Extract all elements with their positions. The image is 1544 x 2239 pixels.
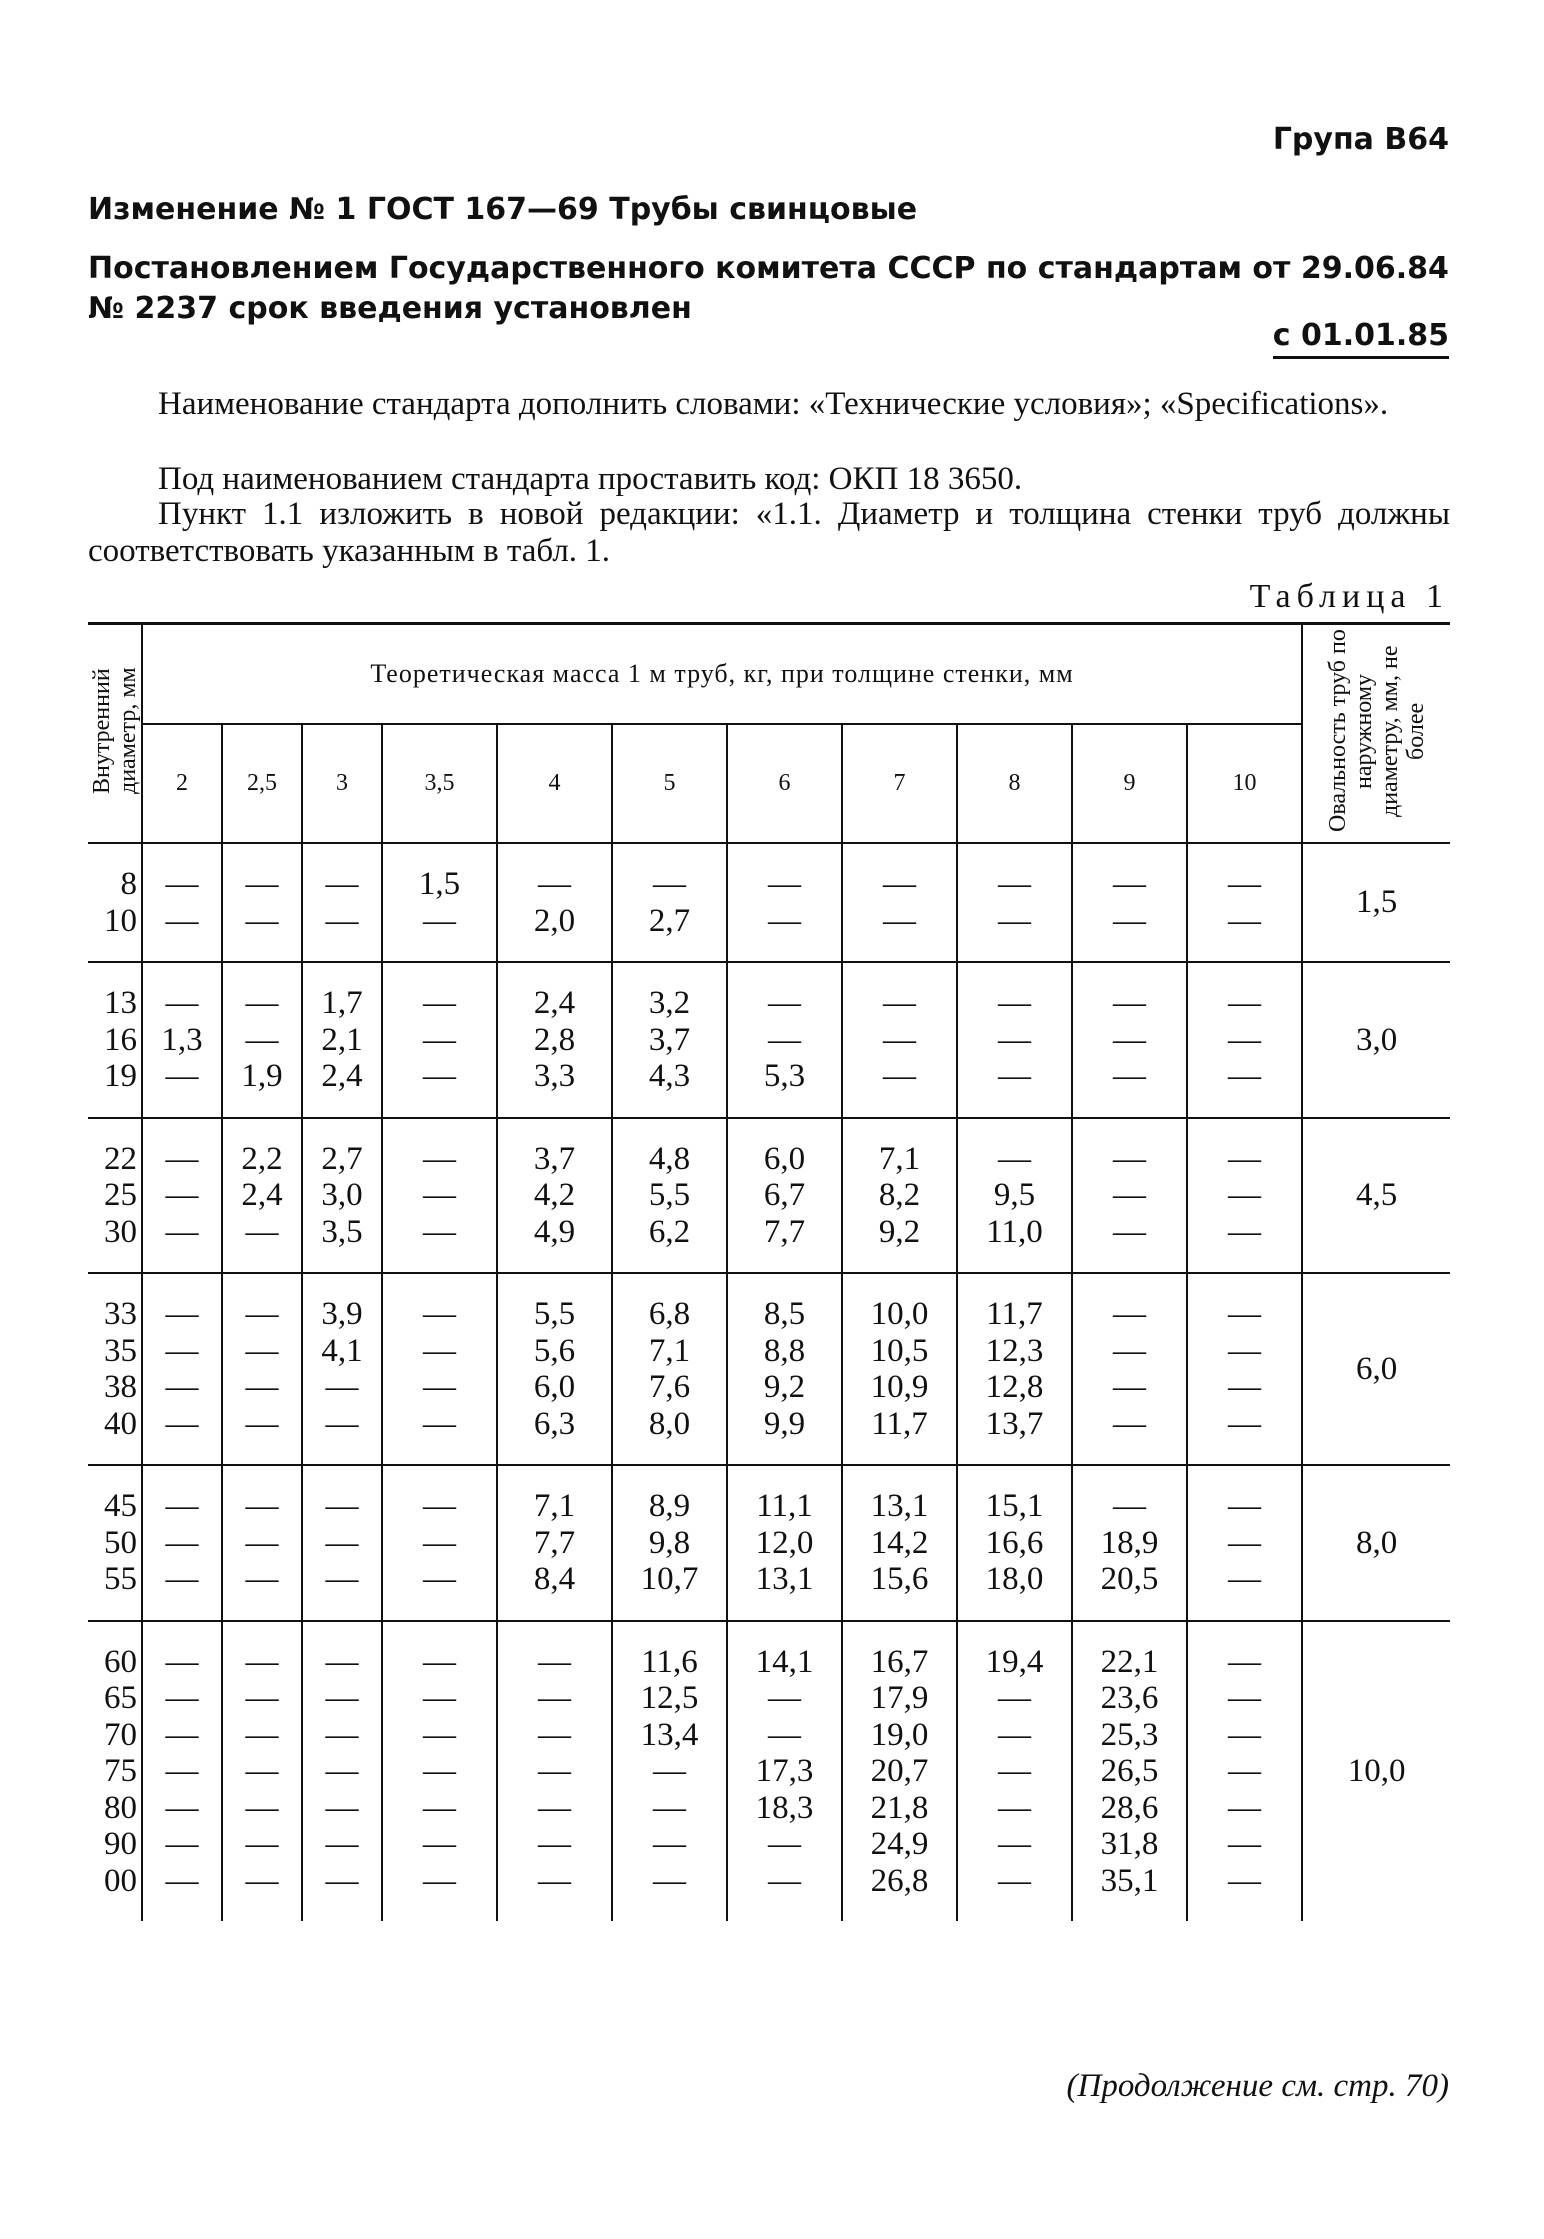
- mass-cell: 4,8 5,5 6,2: [612, 1118, 727, 1274]
- mass-cell: — — — — — — —: [1187, 1621, 1302, 1922]
- mass-cell: — — —: [302, 1465, 382, 1621]
- header-ovality: Овальность труб по наружному диаметру, мм, не более: [1302, 624, 1450, 844]
- mass-cell: — — —: [382, 1465, 497, 1621]
- ovality-cell: 6,0: [1302, 1273, 1450, 1465]
- thickness-header: 5: [612, 724, 727, 843]
- mass-cell: — — — — — — —: [302, 1621, 382, 1922]
- mass-cell: 2,7 3,0 3,5: [302, 1118, 382, 1274]
- mass-cell: 1,7 2,1 2,4: [302, 962, 382, 1118]
- mass-cell: 15,1 16,6 18,0: [957, 1465, 1072, 1621]
- mass-cell: 8,9 9,8 10,7: [612, 1465, 727, 1621]
- diameter-group-row: [88, 1621, 1450, 1922]
- mass-cell: — — —: [1187, 1118, 1302, 1274]
- diameter-group-row: [88, 962, 1450, 1118]
- mass-cell: — — —: [1072, 1118, 1187, 1274]
- ovality-cell: 8,0: [1302, 1465, 1450, 1621]
- mass-cell: — 2,7: [612, 843, 727, 962]
- amendment-title: Изменение № 1 ГОСТ 167—69 Трубы свинцовые: [88, 192, 918, 227]
- inner-diameter-cell: 45 50 55: [88, 1465, 142, 1621]
- mass-cell: — — —: [382, 1118, 497, 1274]
- mass-cell: — — —: [1072, 962, 1187, 1118]
- paragraph-title-addition: Наименование стандарта дополнить словами: «Технические условия»; «Specifications».: [158, 386, 1389, 422]
- paragraph-clause-1-1: Пункт 1.1 изложить в новой редакции: «1.1. Диаметр и толщина стенки труб должны соответствовать указанным в табл. 1.: [88, 496, 1450, 569]
- wall-thickness-row: [88, 724, 1450, 843]
- mass-cell: — — —: [142, 1118, 222, 1274]
- effective-date: с 01.01.85: [1273, 318, 1449, 359]
- ovality-cell: 1,5: [1302, 843, 1450, 962]
- mass-cell: — —: [957, 843, 1072, 962]
- ovality-cell: 10,0: [1302, 1621, 1450, 1922]
- mass-cell: 10,0 10,5 10,9 11,7: [842, 1273, 957, 1465]
- inner-diameter-cell: 8 10: [88, 843, 142, 962]
- inner-diameter-cell: 13 16 19: [88, 962, 142, 1118]
- thickness-header: 2,5: [222, 724, 302, 843]
- ovality-cell: 4,5: [1302, 1118, 1450, 1274]
- mass-cell: — — —: [842, 962, 957, 1118]
- mass-cell: 14,1 — — 17,3 18,3 — —: [727, 1621, 842, 1922]
- mass-cell: 1,5 —: [382, 843, 497, 962]
- mass-cell: 6,0 6,7 7,7: [727, 1118, 842, 1274]
- diameter-group-row: [88, 1465, 1450, 1621]
- header-inner-diameter: Внутренний диаметр, мм: [88, 624, 142, 844]
- mass-cell: — — — — — — —: [142, 1621, 222, 1922]
- mass-cell: — — —: [142, 1465, 222, 1621]
- mass-cell: — 9,5 11,0: [957, 1118, 1072, 1274]
- mass-cell: 19,4 — — — — — —: [957, 1621, 1072, 1922]
- mass-cell: — — — — — — —: [222, 1621, 302, 1922]
- mass-cell: — — — —: [1072, 1273, 1187, 1465]
- mass-cell: — — —: [222, 1465, 302, 1621]
- mass-cell: 2,2 2,4 —: [222, 1118, 302, 1274]
- decree-line-1: Постановлением Государственного комитета СССР по стандартам от 29.06.84: [88, 251, 1449, 286]
- mass-cell: — —: [842, 843, 957, 962]
- mass-cell: — 2,0: [497, 843, 612, 962]
- mass-cell: — — — —: [222, 1273, 302, 1465]
- mass-cell: 3,9 4,1 — —: [302, 1273, 382, 1465]
- mass-cell: 7,1 8,2 9,2: [842, 1118, 957, 1274]
- thickness-header: 2: [142, 724, 222, 843]
- group-label: Група В64: [1272, 122, 1449, 157]
- mass-cell: 11,7 12,3 12,8 13,7: [957, 1273, 1072, 1465]
- mass-cell: 11,1 12,0 13,1: [727, 1465, 842, 1621]
- mass-cell: 6,8 7,1 7,6 8,0: [612, 1273, 727, 1465]
- mass-cell: — — 1,9: [222, 962, 302, 1118]
- mass-cell: — —: [302, 843, 382, 962]
- inner-diameter-cell: 60 65 70 75 80 90 00: [88, 1621, 142, 1922]
- thickness-header: 8: [957, 724, 1072, 843]
- diameter-group-row: [88, 1118, 1450, 1274]
- mass-cell: — —: [142, 843, 222, 962]
- mass-cell: — —: [727, 843, 842, 962]
- mass-cell: — — —: [382, 962, 497, 1118]
- continuation-note: (Продолжение см. стр. 70): [1066, 2068, 1449, 2104]
- decree-line-2: № 2237 срок введения установлен: [88, 291, 692, 326]
- mass-cell: 5,5 5,6 6,0 6,3: [497, 1273, 612, 1465]
- mass-cell: 8,5 8,8 9,2 9,9: [727, 1273, 842, 1465]
- mass-cell: 16,7 17,9 19,0 20,7 21,8 24,9 26,8: [842, 1621, 957, 1922]
- header-theoretical-mass: Теоретическая масса 1 м труб, кг, при толщине стенки, мм: [142, 624, 1302, 725]
- mass-cell: — —: [222, 843, 302, 962]
- mass-cell: 13,1 14,2 15,6: [842, 1465, 957, 1621]
- mass-cell: 7,1 7,7 8,4: [497, 1465, 612, 1621]
- mass-cell: — — — — — — —: [497, 1621, 612, 1922]
- diameter-group-row: [88, 843, 1450, 962]
- mass-cell: — — —: [957, 962, 1072, 1118]
- inner-diameter-cell: 33 35 38 40: [88, 1273, 142, 1465]
- thickness-header: 10: [1187, 724, 1302, 843]
- mass-cell: — — —: [1187, 962, 1302, 1118]
- ovality-cell: 3,0: [1302, 962, 1450, 1118]
- mass-cell: — — —: [1187, 1465, 1302, 1621]
- mass-cell: 2,4 2,8 3,3: [497, 962, 612, 1118]
- thickness-header: 3,5: [382, 724, 497, 843]
- table-caption: Таблица 1: [1249, 578, 1449, 615]
- pipe-mass-table: [88, 622, 1450, 1921]
- inner-diameter-cell: 22 25 30: [88, 1118, 142, 1274]
- mass-cell: — — — —: [382, 1273, 497, 1465]
- thickness-header: 3: [302, 724, 382, 843]
- mass-cell: — —: [1072, 843, 1187, 962]
- mass-cell: — — — —: [1187, 1273, 1302, 1465]
- mass-cell: — — — —: [142, 1273, 222, 1465]
- thickness-header: 4: [497, 724, 612, 843]
- mass-cell: 11,6 12,5 13,4 — — — —: [612, 1621, 727, 1922]
- mass-cell: — —: [1187, 843, 1302, 962]
- mass-cell: — 18,9 20,5: [1072, 1465, 1187, 1621]
- thickness-header: 9: [1072, 724, 1187, 843]
- diameter-group-row: [88, 1273, 1450, 1465]
- mass-cell: — 1,3 —: [142, 962, 222, 1118]
- mass-cell: — — 5,3: [727, 962, 842, 1118]
- mass-cell: — — — — — — —: [382, 1621, 497, 1922]
- thickness-header: 7: [842, 724, 957, 843]
- paragraph-okp-code: Под наименованием стандарта проставить код: ОКП 18 3650.: [158, 461, 1023, 497]
- mass-cell: 22,1 23,6 25,3 26,5 28,6 31,8 35,1: [1072, 1621, 1187, 1922]
- thickness-header: 6: [727, 724, 842, 843]
- mass-cell: 3,2 3,7 4,3: [612, 962, 727, 1118]
- mass-cell: 3,7 4,2 4,9: [497, 1118, 612, 1274]
